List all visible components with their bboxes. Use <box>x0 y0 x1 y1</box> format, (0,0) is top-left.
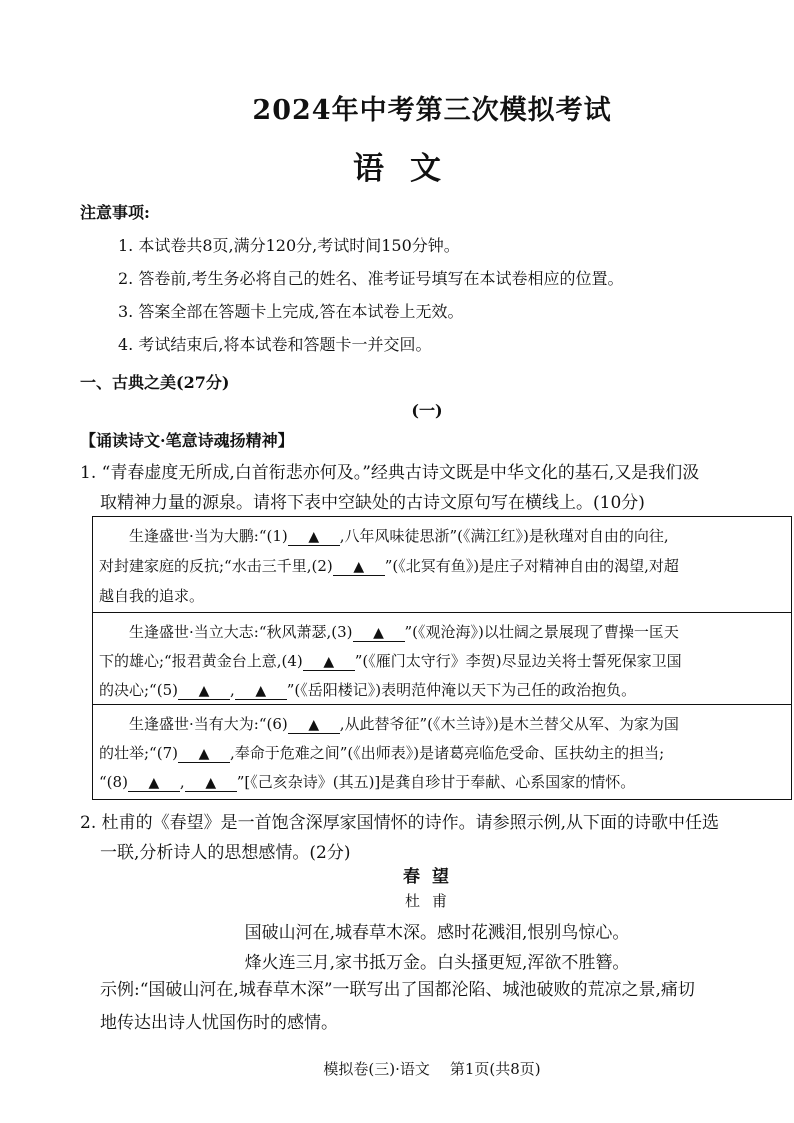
box-text: 下的雄心;“报君黄金台上意,(4) <box>99 652 303 670</box>
footer-exam-name: 模拟卷(三)·语文 <box>323 1060 430 1078</box>
question-2-text: 一联,分析诗人的思想感情。(2分) <box>100 843 351 863</box>
box-text: ”(《岳阳楼记》)表明范仲淹以天下为己任的政治抱负。 <box>286 681 637 699</box>
footer-page-number: 第1页(共8页) <box>449 1060 541 1078</box>
box-text: 生逢盛世·当为大鹏:“(1) <box>129 527 288 545</box>
box-text: “(8) <box>99 773 128 791</box>
example-text: 示例:“国破山河在,城春草木深”一联写出了国都沦陷、城池破败的荒凉之景,痛切 <box>100 980 695 1000</box>
notice-heading: 注意事项: <box>80 203 150 222</box>
answer-blank-4[interactable] <box>303 655 355 671</box>
notice-item: 2. 答卷前,考生务必将自己的姓名、准考证号填写在本试卷相应的位置。 <box>118 269 624 288</box>
box-text: 对封建家庭的反抗;“水击三千里,(2) <box>99 557 333 575</box>
box-text: , <box>229 681 235 699</box>
section-heading: 一、古典之美(27分) <box>80 373 230 392</box>
box-text: , <box>179 773 185 791</box>
poem-title: 春望 <box>403 867 461 887</box>
poem-line: 国破山河在,城春草木深。感时花溅泪,恨别鸟惊心。 <box>244 923 630 943</box>
answer-blank-6[interactable] <box>288 718 340 734</box>
fill-in-box-2 <box>92 612 792 706</box>
exam-title: 2024年中考第三次模拟考试 <box>252 95 612 126</box>
question-1-text: 取精神力量的源泉。请将下表中空缺处的古诗文原句写在横线上。(10分) <box>100 493 645 513</box>
answer-blank-7[interactable] <box>178 747 230 763</box>
question-1-text: 1. “青春虚度无所成,白首衔悲亦何及。”经典古诗文既是中华文化的基石,又是我们汲 <box>80 463 700 483</box>
box-text: ”(《雁门太守行》李贺)尽显边关将士誓死保家卫国 <box>354 652 682 670</box>
question-2-text: 2. 杜甫的《春望》是一首饱含深厚家国情怀的诗作。请参照示例,从下面的诗歌中任选 <box>80 813 720 833</box>
box-text: 的决心;“(5) <box>99 681 178 699</box>
box-text: 生逢盛世·当有大为:“(6) <box>129 715 288 733</box>
poem-line: 烽火连三月,家书抵万金。白头搔更短,浑欲不胜簪。 <box>244 953 630 973</box>
notice-item: 3. 答案全部在答题卡上完成,答在本试卷上无效。 <box>118 302 464 321</box>
answer-blank-2[interactable] <box>333 560 385 576</box>
subject-title: 语文 <box>353 151 467 187</box>
box-text: ,八年风味徒思浙”(《满江红》)是秋瑾对自由的向往, <box>339 527 669 545</box>
box-text: ,奉命于危难之间”(《出师表》)是诸葛亮临危受命、匡扶幼主的担当; <box>229 744 665 762</box>
box-text: 生逢盛世·当立大志:“秋风萧瑟,(3) <box>129 623 353 641</box>
answer-blank-1[interactable] <box>288 530 340 546</box>
part-label: (一) <box>411 401 443 420</box>
page-footer <box>0 1058 794 1079</box>
answer-blank-5b[interactable] <box>235 684 287 700</box>
poem-author: 杜甫 <box>404 892 459 910</box>
box-text: 越自我的追求。 <box>99 587 205 605</box>
fill-in-box-1 <box>92 516 792 614</box>
fill-in-box-3 <box>92 704 792 800</box>
answer-blank-8b[interactable] <box>185 776 237 792</box>
box-text: ”(《北冥有鱼》)是庄子对精神自由的渴望,对超 <box>384 557 679 575</box>
notice-item: 4. 考试结束后,将本试卷和答题卡一并交回。 <box>118 335 432 354</box>
example-text: 地传达出诗人忧国伤时的感情。 <box>100 1013 338 1033</box>
answer-blank-5a[interactable] <box>178 684 230 700</box>
box-text: ”[《己亥杂诗》(其五)]是龚自珍甘于奉献、心系国家的情怀。 <box>236 773 636 791</box>
subsection-heading: 【诵读诗文·笔意诗魂扬精神】 <box>80 431 294 450</box>
answer-blank-3[interactable] <box>353 626 405 642</box>
box-text: 的壮举;“(7) <box>99 744 178 762</box>
answer-blank-8a[interactable] <box>128 776 180 792</box>
box-text: ”(《观沧海》)以壮阔之景展现了曹操一匡天 <box>404 623 679 641</box>
notice-item: 1. 本试卷共8页,满分120分,考试时间150分钟。 <box>118 236 460 255</box>
box-text: ,从此替爷征”(《木兰诗》)是木兰替父从军、为家为国 <box>339 715 679 733</box>
